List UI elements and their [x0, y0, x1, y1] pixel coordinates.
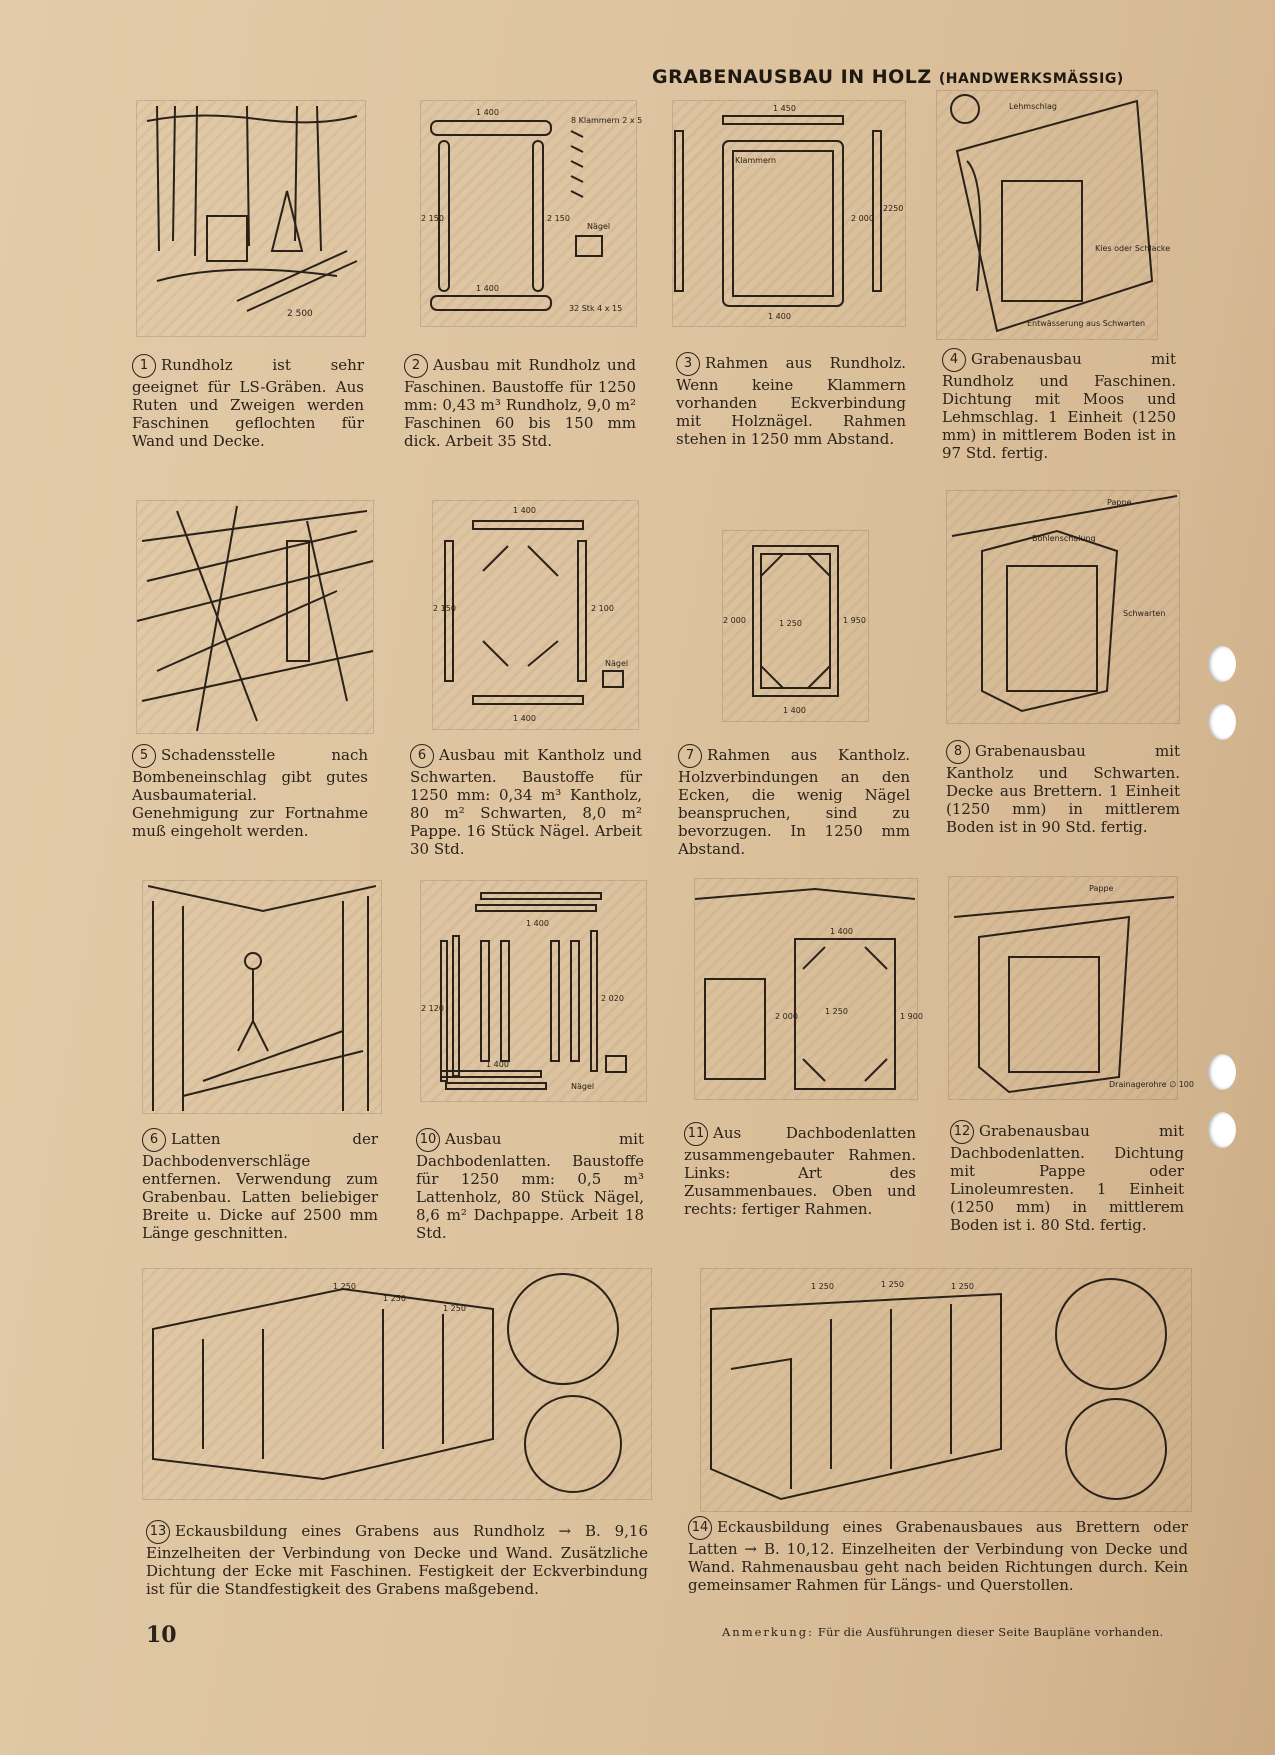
illustration-6-kantholz-parts	[432, 500, 639, 730]
dim-top: 1 400	[526, 919, 549, 928]
item-number: 5	[132, 744, 156, 768]
caption-12	[950, 1120, 1184, 1234]
trench-latten-drawing	[949, 877, 1194, 1099]
forest-drawing	[137, 101, 365, 336]
label-kies: Kies oder Schlacke	[1095, 244, 1171, 253]
punch-hole	[1208, 704, 1236, 740]
dim-bottom: 1 400	[476, 284, 499, 293]
dim-height: 2 000	[851, 214, 874, 223]
item-number: 3	[676, 352, 700, 376]
caption-text: Rundholz ist sehr geeignet für LS-Gräben. Aus Ruten und Zweigen werden Faschinen geflochten für Wand und Decke.	[132, 356, 364, 450]
caption-text: Rahmen aus Kantholz. Holzverbindungen an den Ecken, die wenig Nägel beanspruchen, sind zu bevorzugen. In 1250 mm Abstand.	[678, 746, 910, 858]
rubble-drawing	[137, 501, 373, 733]
dim-b: 1 250	[881, 1280, 904, 1289]
label-pappe: Pappe	[1089, 884, 1114, 893]
dim-left: 2 000	[775, 1012, 798, 1021]
dim-top: 1 450	[773, 104, 796, 113]
dim-right: 2 100	[591, 604, 614, 613]
frame-rundholz-drawing	[421, 101, 643, 326]
caption-4	[942, 348, 1176, 462]
caption-9	[142, 1128, 378, 1242]
dim-height2: 2250	[883, 204, 904, 213]
caption-6	[410, 744, 642, 858]
illustration-11-latten-frame	[694, 878, 923, 1100]
punch-hole	[1208, 646, 1236, 682]
dim-left: 2 150	[421, 214, 444, 223]
dim-mid: 1 250	[825, 1007, 848, 1016]
dim-b: 1 250	[383, 1294, 406, 1303]
caption-text: Aus Dachbodenlatten zusammengebauter Rahmen. Links: Art des Zusammenbaues. Oben und rechts: fertiger Rahmen.	[684, 1124, 916, 1218]
caption-text: Eckausbildung eines Grabenausbaues aus Brettern oder Latten → B. 10,12. Einzelheiten der Verbindung von Decke und Wand. Rahmenausbau geht nach beiden Richtungen durch. Kein gemeinsamer Rahmen für Längs- und Querstollen.	[688, 1518, 1188, 1594]
illustration-10-latten-parts	[420, 880, 647, 1102]
caption-text: Rahmen aus Rundholz. Wenn keine Klammern vorhanden Eckverbindung mit Holznägel. Rahmen stehen in 1250 mm Abstand.	[676, 354, 906, 448]
caption-14	[688, 1516, 1188, 1594]
illustration-8-trench-kantholz	[946, 490, 1180, 724]
dim-top: 1 400	[513, 506, 536, 515]
label-nails: Nägel	[571, 1082, 595, 1091]
caption-text: Ausbau mit Dachbodenlatten. Baustoffe für 1250 mm: 0,5 m³ Lattenholz, 80 Stück Nägel, 8,6 m² Dachpappe. Arbeit 18 Std.	[416, 1130, 644, 1242]
label-pappe: Pappe	[1107, 498, 1132, 507]
caption-text: Schadensstelle nach Bombeneinschlag gibt gutes Ausbaumaterial. Genehmigung zur Fortnahme muß eingeholt werden.	[132, 746, 368, 840]
illustration-14-corner-bretter	[700, 1268, 1192, 1512]
caption-2	[404, 354, 636, 450]
illustration-1-forest	[136, 100, 366, 337]
item-number: 4	[942, 348, 966, 372]
item-number: 14	[688, 1516, 712, 1540]
note-label: Anmerkung:	[722, 1625, 814, 1639]
dim-bottom: 1 400	[783, 706, 806, 715]
illustration-5-rubble	[136, 500, 374, 734]
caption-text: Ausbau mit Kantholz und Schwarten. Baustoffe für 1250 mm: 0,34 m³ Kantholz, 80 m² Schwarten, 8,0 m² Pappe. 16 Stück Nägel. Arbeit 30 Std.	[410, 746, 642, 858]
item-number: 2	[404, 354, 428, 378]
caption-7	[678, 744, 910, 858]
corner-rundholz-drawing	[143, 1269, 651, 1499]
caption-3	[676, 352, 906, 448]
caption-text: Grabenausbau mit Dachbodenlatten. Dichtung mit Pappe oder Linoleumresten. 1 Einheit (1250 mm) in mittlerem Boden ist i. 80 Std. fertig.	[950, 1122, 1184, 1234]
label-schwarten: Schwarten	[1123, 609, 1166, 618]
label-bohlenschalung: Bohlenschalung	[1032, 534, 1096, 543]
kantholz-parts-drawing	[433, 501, 638, 729]
item-number: 12	[950, 1120, 974, 1144]
dim-bottom: 1 400	[486, 1060, 509, 1069]
latten-frame-drawing	[695, 879, 923, 1099]
page-title	[652, 66, 1124, 88]
illustration-2-frame-rundholz	[420, 100, 643, 327]
frame-drawing	[673, 101, 905, 326]
label-clamps: Klammern	[735, 156, 777, 165]
label-clamps: 8 Klammern 2 x 5	[571, 116, 643, 125]
note-text: Für die Ausführungen dieser Seite Baupläne vorhanden.	[817, 1625, 1164, 1639]
dim-left: 2 150	[433, 604, 456, 613]
caption-text: Grabenausbau mit Kantholz und Schwarten. Decke aus Brettern. 1 Einheit (1250 mm) in mittlerem Boden ist in 90 Std. fertig.	[946, 742, 1180, 836]
corner-bretter-drawing	[701, 1269, 1191, 1511]
attic-drawing	[143, 881, 381, 1113]
title-subtitle: (HANDWERKSMÄSSIG)	[938, 71, 1124, 87]
illustration-12-trench-latten	[948, 876, 1194, 1100]
item-number: 1	[132, 354, 156, 378]
dim-right: 2 020	[601, 994, 624, 1003]
dim-bottom: 1 400	[768, 312, 791, 321]
item-number: 6	[410, 744, 434, 768]
caption-text: Ausbau mit Rundholz und Faschinen. Baustoffe für 1250 mm: 0,43 m³ Rundholz, 9,0 m² Faschinen 60 bis 150 mm dick. Arbeit 35 Std.	[404, 356, 636, 450]
latten-parts-drawing	[421, 881, 646, 1101]
kantholz-frame-drawing	[723, 531, 868, 721]
label-entwaesserung: Entwässerung aus Schwarten	[1027, 319, 1146, 328]
caption-text: Grabenausbau mit Rundholz und Faschinen. Dichtung mit Moos und Lehmschlag. 1 Einheit (1250 mm) in mittlerem Boden ist in 97 Std. fertig.	[942, 350, 1176, 462]
caption-text: Eckausbildung eines Grabens aus Rundholz → B. 9,16 Einzelheiten der Verbindung von Decke und Wand. Zusätzliche Dichtung der Ecke mit Faschinen. Festigkeit der Eckverbindung ist für die Standfestigkeit des Grabens maßgebend.	[146, 1522, 648, 1598]
punch-hole	[1208, 1054, 1236, 1090]
dim-right: 1 950	[843, 616, 866, 625]
label-drain: Drainagerohre ∅ 100	[1109, 1080, 1194, 1089]
caption-5	[132, 744, 368, 840]
caption-text: Latten der Dachbodenverschläge entfernen. Verwendung zum Grabenbau. Latten beliebiger Breite u. Dicke auf 2500 mm Länge geschnitten.	[142, 1130, 378, 1242]
trench-kantholz-drawing	[947, 491, 1179, 723]
label-nails: Nägel	[605, 659, 629, 668]
dim-c: 1 250	[443, 1304, 466, 1313]
item-number: 13	[146, 1520, 170, 1544]
label-nailspec: 32 Stk 4 x 15	[569, 304, 623, 313]
caption-13	[146, 1520, 648, 1598]
dim-c: 1 250	[951, 1282, 974, 1291]
dim-a: 1 250	[333, 1282, 356, 1291]
dim-top: 1 400	[830, 927, 853, 936]
trench-rundholz-drawing	[937, 91, 1171, 339]
page-number: 10	[146, 1622, 177, 1648]
item-number: 10	[416, 1128, 440, 1152]
title-main: GRABENAUSBAU IN HOLZ	[652, 66, 932, 88]
svg-text:2 500: 2 500	[287, 309, 313, 319]
label-lehmschlag: Lehmschlag	[1009, 102, 1057, 111]
dim-top: 1 400	[476, 108, 499, 117]
illustration-13-corner-rundholz	[142, 1268, 652, 1500]
caption-10	[416, 1128, 644, 1242]
caption-8	[946, 740, 1180, 836]
dim-mid: 1 250	[779, 619, 802, 628]
illustration-3-frame	[672, 100, 906, 327]
dim-right: 2 150	[547, 214, 570, 223]
footer-note	[722, 1625, 1164, 1639]
punch-hole	[1208, 1112, 1236, 1148]
dim-a: 1 250	[811, 1282, 834, 1291]
dim-right: 1 900	[900, 1012, 923, 1021]
label-nails: Nägel	[587, 222, 611, 231]
illustration-9-attic	[142, 880, 382, 1114]
dim-left: 2 120	[421, 1004, 444, 1013]
item-number: 7	[678, 744, 702, 768]
illustration-4-trench	[936, 90, 1171, 340]
item-number: 8	[946, 740, 970, 764]
illustration-7-kantholz-frame	[722, 530, 869, 722]
dim-left: 2 000	[723, 616, 746, 625]
caption-11	[684, 1122, 916, 1218]
item-number: 6	[142, 1128, 166, 1152]
dim-bottom: 1 400	[513, 714, 536, 723]
caption-1	[132, 354, 364, 450]
item-number: 11	[684, 1122, 708, 1146]
